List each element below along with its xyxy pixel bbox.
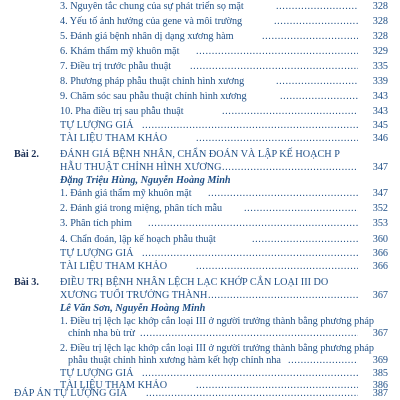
- lesson-title: HẪU THUẬT CHỈNH HÌNH XƯƠNG: [60, 162, 222, 173]
- leader-dots: [288, 354, 358, 367]
- toc-entry-page: 352: [372, 203, 388, 214]
- leader-dots: [148, 217, 358, 230]
- toc-entry-page: 345: [372, 120, 388, 131]
- leader-dots: [252, 233, 358, 246]
- leader-dots: [208, 187, 358, 200]
- lesson-title: XƯƠNG TUỔI TRƯỞNG THÀNH: [60, 290, 208, 301]
- lesson-label: Bài 2.: [14, 149, 39, 160]
- toc-entry-page: 366: [372, 248, 388, 259]
- toc-entry-text: 1. Đánh giá thẩm mỹ khuôn mặt: [60, 188, 192, 199]
- toc-entry-page: 360: [372, 234, 388, 245]
- toc-entry: [0, 217, 400, 230]
- toc-entry: [0, 0, 400, 13]
- toc-entry-text: TỰ LƯỢNG GIÁ: [60, 368, 134, 379]
- toc-entry-text: TỰ LƯỢNG GIÁ: [60, 248, 134, 259]
- leader-dots: [276, 0, 358, 13]
- toc-entry: [0, 105, 400, 118]
- toc-entry-text: 1. Điều trị lệch lạc khớp cắn loại III ở người trưởng thành bằng phương pháp: [60, 316, 374, 327]
- lesson-2-heading: [0, 148, 400, 161]
- toc-entry-page: 343: [372, 91, 388, 102]
- toc-entry: [0, 119, 400, 132]
- leader-dots: [142, 119, 358, 132]
- toc-entry-page: 385: [372, 368, 388, 379]
- lesson-3-authors: [0, 302, 400, 315]
- leader-dots: [190, 60, 358, 73]
- toc-entry-page: 328: [372, 31, 388, 42]
- toc-entry: [0, 202, 400, 215]
- toc-entry-text: TÀI LIỆU THAM KHẢO: [60, 380, 168, 391]
- toc-entry-answers: [0, 387, 400, 400]
- toc-entry: [0, 60, 400, 73]
- toc-entry-page: 367: [372, 328, 388, 339]
- toc-entry-text: 3. Nguyên tắc chung của sự phát triển sọ mặt: [60, 1, 244, 12]
- toc-entry-page: 346: [372, 133, 388, 144]
- toc-entry-cont: [0, 354, 400, 367]
- toc-entry: [0, 187, 400, 200]
- lesson-3-heading-cont: [0, 289, 400, 302]
- toc-entry: [0, 260, 400, 273]
- lesson-2-authors: [0, 174, 400, 187]
- toc-entry-text: 2. Điều trị lệch lạc khớp cắn loại III ở người trưởng thành bằng phương pháp: [60, 343, 374, 354]
- toc-entry-cont: [0, 327, 400, 340]
- toc-entry-text: 8. Phương pháp phẫu thuật chỉnh hình xương: [60, 76, 245, 87]
- leader-dots: [196, 132, 358, 145]
- toc-entry-text: TỰ LƯỢNG GIÁ: [60, 120, 134, 131]
- lesson-authors: Lê Văn Sơn, Nguyễn Hoàng Minh: [60, 303, 206, 314]
- toc-entry: [0, 75, 400, 88]
- lesson-2-heading-cont: [0, 161, 400, 174]
- toc-entry-page: 347: [372, 162, 388, 173]
- toc-entry-text: 6. Khám thẩm mỹ khuôn mặt: [60, 46, 180, 57]
- toc-entry: [0, 132, 400, 145]
- leader-dots: [262, 30, 358, 43]
- leader-dots: [222, 105, 358, 118]
- toc-entry-page: 353: [372, 218, 388, 229]
- toc-entry: [0, 90, 400, 103]
- toc-entry: [0, 45, 400, 58]
- toc-entry-text: 10. Pha điều trị sau phẫu thuật: [60, 106, 184, 117]
- toc-entry-text: 2. Đánh giá trong miệng, phân tích mẫu: [60, 203, 223, 214]
- toc-entry: [0, 15, 400, 28]
- leader-dots: [196, 45, 358, 58]
- toc-entry-text: TÀI LIỆU THAM KHẢO: [60, 261, 168, 272]
- toc-entry-text: phẫu thuật chỉnh hình xương hàm kết hợp chỉnh nha: [68, 355, 281, 366]
- toc-entry-page: 328: [372, 16, 388, 27]
- toc-entry-text: chỉnh nha bù trừ: [68, 328, 135, 339]
- leader-dots: [280, 90, 358, 103]
- toc-entry: [0, 247, 400, 260]
- toc-entry-page: 369: [372, 355, 388, 366]
- toc-entry-page: 367: [372, 290, 388, 301]
- lesson-3-heading: [0, 276, 400, 289]
- toc-entry-page: 347: [372, 188, 388, 199]
- leader-dots: [140, 327, 358, 340]
- toc-entry-text: TÀI LIỆU THAM KHẢO: [60, 133, 168, 144]
- toc-entry: [0, 30, 400, 43]
- toc-entry-page: 343: [372, 106, 388, 117]
- toc-entry-page: 329: [372, 46, 388, 57]
- leader-dots: [276, 75, 358, 88]
- toc-entry-text: 3. Phân tích phim: [60, 218, 132, 229]
- leader-dots: [274, 15, 358, 28]
- toc-entry-text: ĐÁP ÁN TỰ LƯỢNG GIÁ: [14, 388, 128, 399]
- leader-dots: [196, 260, 358, 273]
- leader-dots: [208, 289, 358, 302]
- toc-entry-text: 7. Điều trị trước phẫu thuật: [60, 61, 172, 72]
- toc-entry-page: 386: [372, 380, 388, 391]
- lesson-title: ĐIỀU TRỊ BỆNH NHÂN LỆCH LẠC KHỚP CẮN LOẠI III DO: [60, 277, 329, 288]
- leader-dots: [244, 202, 358, 215]
- toc-entry-text: 4. Chẩn đoán, lập kế hoạch phẫu thuật: [60, 234, 216, 245]
- lesson-title: ĐÁNH GIÁ BỆNH NHÂN, CHẨN ĐOÁN VÀ LẬP KẾ HOẠCH P: [60, 149, 340, 160]
- toc-entry-page: 387: [372, 388, 388, 399]
- leader-dots: [222, 161, 358, 174]
- toc-entry-page: 335: [372, 61, 388, 72]
- toc-entry-page: 339: [372, 76, 388, 87]
- toc-entry-text: 9. Chăm sóc sau phẫu thuật chỉnh hình xương: [60, 91, 247, 102]
- leader-dots: [146, 387, 358, 400]
- toc-entry-text: 5. Đánh giá bệnh nhân dị dạng xương hàm: [60, 31, 234, 42]
- toc-entry-page: 328: [372, 1, 388, 12]
- toc-entry: [0, 233, 400, 246]
- toc-entry-text: 4. Yếu tố ảnh hưởng của gene và môi trường: [60, 16, 243, 27]
- leader-dots: [142, 247, 358, 260]
- lesson-authors: Đặng Triệu Hùng, Nguyễn Hoàng Minh: [60, 175, 231, 186]
- toc-entry-page: 366: [372, 261, 388, 272]
- lesson-label: Bài 3.: [14, 277, 39, 288]
